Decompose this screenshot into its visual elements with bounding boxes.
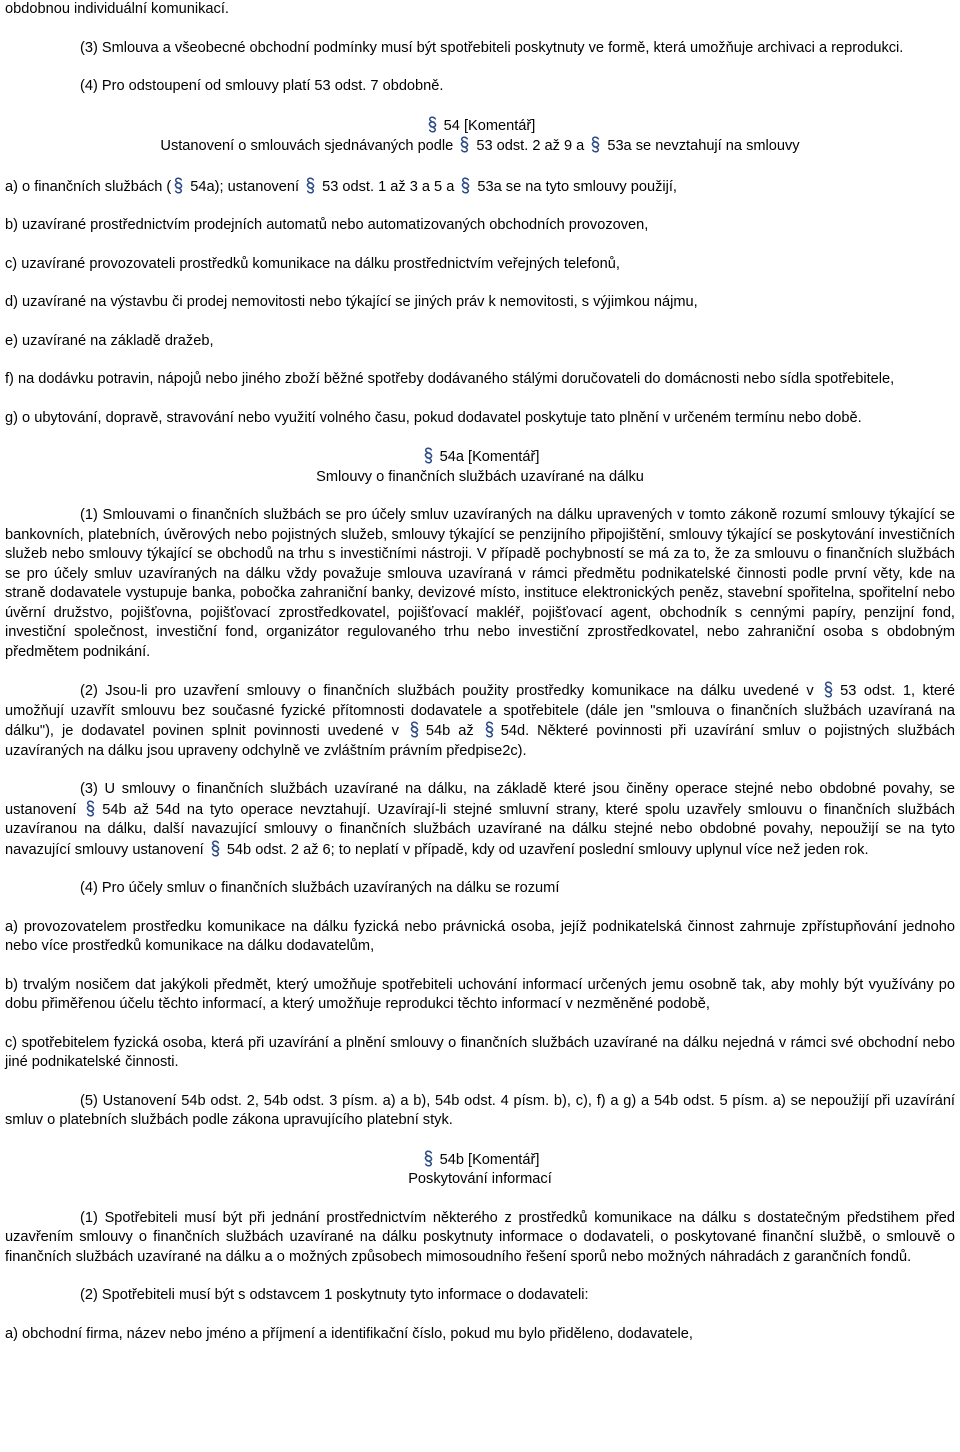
- section-sign-icon: [457, 136, 472, 153]
- section-54b-title: Poskytování informací: [408, 1171, 552, 1187]
- section-54a-item-a: a) provozovatelem prostředku komunikace na dálku fyzická nebo právnická osoba, jejíž podnikatelská činnost zahrnuje zpřístupňování jednoho nebo více prostředků komunikace na dálku dodavatelům,: [5, 918, 955, 954]
- section-54a-paragraph-2: (2) Jsou-li pro uzavření smlouvy o finančních službách použity prostředky komunikace na dálku uvedené v 53 odst. 1, které umožňují uzavřít smlouvu bez současné fyzické přítomnosti dodavatele a spotřebitele (dále jen "smlouva o finančních službách uzavíraná na dálku"), je dodavatel povinen splnit povinnosti uvedené v 54b až 54d. Některé povinnosti při uzavírání smluv o pojistných službách uzavíraných na dálku jsou upraveny odchylně ve zvláštním právním předpise2c).: [5, 683, 955, 759]
- section-54b-paragraph-2: (2) Spotřebiteli musí být s odstavcem 1 poskytnuty tyto informace o dodavateli:: [80, 1287, 589, 1303]
- section-54b-paragraph-1: (1) Spotřebiteli musí být při jednání prostřednictvím některého z prostředků komunikace na dálku s dostatečným předstihem před uzavřením smlouvy o finančních službách uzavírané na dálku poskytnuty informace o dodavateli, o poskytované finanční službě, o smlouvě o finančních službách uzavírané na dálku a o možných způsobech mimosoudního řešení sporů nebo možných náhradách z garančních fondů.: [5, 1209, 955, 1265]
- section-54a-link[interactable]: 54a: [421, 449, 464, 465]
- section-54-link[interactable]: 54: [425, 118, 460, 134]
- section-54b-comment-link[interactable]: [Komentář]: [468, 1151, 540, 1168]
- document-page: [5, 0, 955, 1344]
- section-54b-link[interactable]: 54b: [421, 1152, 464, 1168]
- section-54a-item-b: b) trvalým nosičem dat jakýkoli předmět, který umožňuje spotřebiteli uchování informací určených jemu osobně tak, aby mohly být využívány po dobu přiměřenou účelu těchto informací, a který umožňuje reprodukci těchto informací v nezměněné podobě,: [5, 976, 955, 1012]
- section-54a-heading: [5, 447, 955, 468]
- section-sign-icon: [171, 177, 186, 194]
- section-sign-icon: [425, 116, 440, 133]
- section-54-line-1: Ustanovení o smlouvách sjednávaných podle 53 odst. 2 až 9 a 53a se nevztahují na smlouvy: [160, 138, 800, 154]
- section-54a-comment-link[interactable]: [Komentář]: [468, 449, 540, 465]
- section-sign-icon: [588, 136, 603, 153]
- section-sign-icon: [208, 840, 223, 857]
- section-54b-heading: [5, 1150, 955, 1171]
- section-54a-paragraph-5: (5) Ustanovení 54b odst. 2, 54b odst. 3 písm. a) a b), 54b odst. 4 písm. b), c), f) a g) a 54b odst. 5 písm. a) se nepoužijí při uzavírání smluv o platebních službách podle zákona upravujícího platební styk.: [5, 1092, 955, 1128]
- section-sign-icon: [421, 447, 436, 464]
- section-54a-title: Smlouvy o finančních službách uzavírané na dálku: [316, 468, 644, 485]
- section-54a-paragraph-1: (1) Smlouvami o finančních službách se pro účely smluv uzavíraných na dálku upravených v tomto zákoně rozumí smlouvy týkající se bankovních, platebních, úvěrových nebo pojistných služeb, smlouvy týkající se penzijního připojištění, smlouvy týkající se poskytování investičních služeb nebo smlouvy týkající se obchodů na trhu s investičními nástroji. V případě pochybností se má za to, že za smlouvu o finančních službách se pro účely smluv uzavíraných na dálku vždy považuje smlouva uzavíraná v rámci předmětu podnikatelské činnosti podle první věty, kde na straně dodavatele vystupuje banka, pobočka zahraniční banky, devizové místo, instituce elektronických peněz, stavební spořitelna, spořitelní nebo úvěrní družstvo, pojišťovna, pojišťovací zprostředkovatel, pojišťovací makléř, pojišťovací agent, obchodník s cennými papíry, penzijní fond, investiční společnost, investiční fond, organizátor regulovaného trhu nebo investiční zprostředkovatel, nebo zahraniční osoba s obdobným předmětem podnikání.: [5, 507, 955, 660]
- section-54-comment-link[interactable]: [Komentář]: [463, 117, 536, 134]
- paragraph-3-archiving: (3) Smlouva a všeobecné obchodní podmínky musí být spotřebiteli poskytnuty ve formě, která umožňuje archivaci a reprodukci.: [80, 39, 904, 56]
- section-54b-item-a: a) obchodní firma, název nebo jméno a příjmení a identifikační číslo, pokud mu bylo přiděleno, dodavatele,: [5, 1325, 693, 1342]
- section-54-item-e: e) uzavírané na základě dražeb,: [5, 332, 214, 349]
- section-sign-icon: [303, 177, 318, 194]
- section-54a-paragraph-4: (4) Pro účely smluv o finančních službách uzavíraných na dálku se rozumí: [80, 880, 560, 896]
- section-54a-item-c: c) spotřebitelem fyzická osoba, která při uzavírání a plnění smlouvy o finančních službách uzavírané na dálku nejedná v rámci své obchodní nebo jiné podnikatelské činnosti.: [5, 1034, 955, 1070]
- section-54a-paragraph-3: (3) U smlouvy o finančních službách uzavírané na dálku, na základě které jsou činěny operace stejné nebo obdobné povahy, se ustanovení 54b až 54d na tyto operace nevztahují. Uzavírají-li stejné smluvní strany, které spolu uzavřely smlouvu o finančních službách uzavíranou na dálku, další navazující smlouvy o finančních službách uzavírané na dálku stejné nebo obdobné povahy, nepoužijí se na tyto navazující smlouvy ustanovení 54b odst. 2 až 6; to neplatí v případě, kdy od uzavření poslední smlouvy uplynul více než jeden rok.: [5, 781, 955, 858]
- section-54-item-c: c) uzavírané provozovateli prostředků komunikace na dálku prostřednictvím veřejných telefonů,: [5, 255, 620, 272]
- section-sign-icon: [821, 681, 836, 698]
- section-sign-icon: [407, 721, 422, 738]
- section-54-heading: [5, 116, 955, 137]
- section-sign-icon: [482, 721, 497, 738]
- section-54-item-d: d) uzavírané na výstavbu či prodej nemovitosti nebo týkající se jiných práv k nemovitosti, s výjimkou nájmu,: [5, 294, 698, 310]
- section-sign-icon: [458, 177, 473, 194]
- paragraph-4-withdrawal: (4) Pro odstoupení od smlouvy platí 53 odst. 7 obdobně.: [80, 78, 444, 94]
- section-54-item-a: a) o finančních službách ( 54a); ustanovení 53 odst. 1 až 3 a 5 a 53a se na tyto smlouvy použijí,: [5, 178, 677, 195]
- section-54-item-b: b) uzavírané prostřednictvím prodejních automatů nebo automatizovaných obchodních provozoven,: [5, 217, 649, 233]
- section-54-item-f: f) na dodávku potravin, nápojů nebo jiného zboží běžné spotřeby dodávaného stálými doručovateli do domácnosti nebo sídla spotřebitele,: [5, 371, 895, 387]
- section-sign-icon: [83, 800, 98, 817]
- section-54-item-g: g) o ubytování, dopravě, stravování nebo využití volného času, pokud dodavatel poskytuje tato plnění v určeném termínu nebo době.: [5, 409, 862, 426]
- paragraph-intro-fragment: obdobnou individuální komunikací.: [5, 1, 229, 17]
- section-sign-icon: [421, 1150, 436, 1167]
